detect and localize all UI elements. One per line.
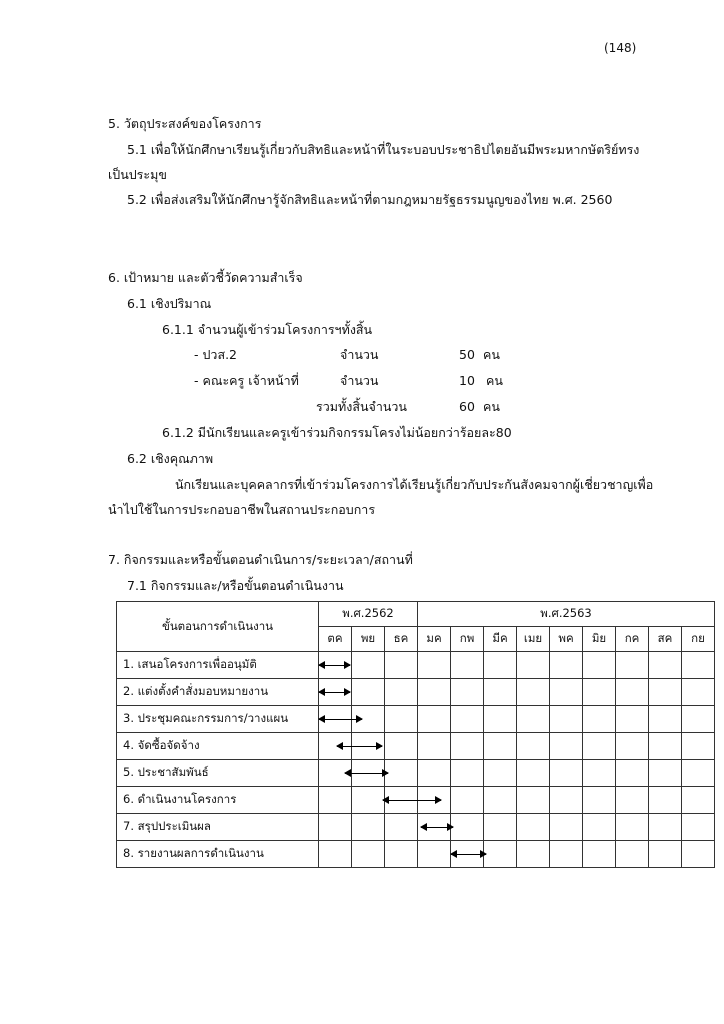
gantt-table [116, 601, 715, 868]
month-cell [550, 706, 583, 733]
timeline-arrow [319, 665, 350, 666]
month-cell [583, 760, 616, 787]
month-header: กค [616, 627, 649, 652]
table-row [117, 787, 715, 814]
task-label: 2. แต่งตั้งคำสั่งมอบหมายงาน [117, 679, 319, 706]
month-header: ตค [319, 627, 352, 652]
month-cell [484, 706, 517, 733]
month-cell [319, 706, 352, 733]
month-cell [616, 706, 649, 733]
month-cell [352, 814, 385, 841]
task-label: 7. สรุปประเมินผล [117, 814, 319, 841]
section7-heading: 7. กิจกรรมและหรือขั้นตอนดำเนินการ/ระยะเวลา/สถานที่ [108, 552, 413, 567]
month-cell [319, 760, 352, 787]
total-count: 60 [459, 399, 475, 414]
month-header: พย [352, 627, 385, 652]
month-cell [517, 760, 550, 787]
month-cell [319, 814, 352, 841]
month-header: พค [550, 627, 583, 652]
month-cell [418, 679, 451, 706]
month-cell [319, 679, 352, 706]
month-header: มิย [583, 627, 616, 652]
month-cell [682, 841, 715, 868]
month-cell [583, 652, 616, 679]
month-cell [583, 787, 616, 814]
month-cell [550, 841, 583, 868]
month-cell [616, 760, 649, 787]
month-cell [385, 814, 418, 841]
quality-heading: 6.2 เชิงคุณภาพ [127, 451, 214, 466]
table-row [117, 814, 715, 841]
month-cell [451, 706, 484, 733]
month-cell [319, 733, 352, 760]
month-cell [550, 787, 583, 814]
month-cell [550, 760, 583, 787]
participant-unit: คน [483, 347, 500, 362]
month-cell [385, 706, 418, 733]
participant-name: - ปวส.2 [194, 347, 237, 362]
quantity-heading: 6.1 เชิงปริมาณ [127, 296, 212, 311]
task-label: 8. รายงานผลการดำเนินงาน [117, 841, 319, 868]
table-row [117, 841, 715, 868]
month-cell [616, 787, 649, 814]
month-cell [484, 733, 517, 760]
month-cell [451, 814, 484, 841]
table-row [117, 760, 715, 787]
month-cell [616, 652, 649, 679]
table-row [117, 652, 715, 679]
month-cell [649, 760, 682, 787]
activity-heading: 7.1 กิจกรรมและ/หรือขั้นตอนดำเนินงาน [127, 578, 344, 593]
month-header: มีค [484, 627, 517, 652]
objective-2: 5.2 เพื่อส่งเสริมให้นักศึกษารู้จักสิทธิและหน้าที่ตามกฎหมายรัฐธรรมนูญของไทย พ.ศ. 2560 [127, 192, 613, 207]
month-cell [517, 706, 550, 733]
month-cell [616, 733, 649, 760]
month-cell [517, 652, 550, 679]
month-cell [583, 679, 616, 706]
month-cell [385, 760, 418, 787]
month-cell [451, 679, 484, 706]
participation-target: 6.1.2 มีนักเรียนและครูเข้าร่วมกิจกรรมโครงไม่น้อยกว่าร้อยละ80 [162, 425, 512, 440]
year-header: พ.ศ.2562 [319, 602, 418, 627]
table-row [117, 733, 715, 760]
total-unit: คน [483, 399, 500, 414]
month-cell [682, 787, 715, 814]
month-cell [451, 652, 484, 679]
objective-1-line2: เป็นประมุข [108, 167, 167, 182]
month-cell [319, 787, 352, 814]
step-header: ขั้นตอนการดำเนินงาน [117, 602, 319, 652]
month-cell [484, 787, 517, 814]
month-cell [385, 652, 418, 679]
task-label: 1. เสนอโครงการเพื่ออนุมัติ [117, 652, 319, 679]
participant-unit: คน [486, 373, 503, 388]
month-cell [517, 679, 550, 706]
month-cell [682, 733, 715, 760]
month-cell [649, 706, 682, 733]
month-cell [583, 841, 616, 868]
month-cell [418, 760, 451, 787]
participant-count: 10 [459, 373, 475, 388]
month-cell [484, 814, 517, 841]
month-cell [451, 787, 484, 814]
task-label: 4. จัดซื้อจัดจ้าง [117, 733, 319, 760]
month-cell [517, 841, 550, 868]
month-cell [682, 652, 715, 679]
month-cell [550, 814, 583, 841]
month-cell [649, 733, 682, 760]
month-cell [550, 679, 583, 706]
month-cell [484, 841, 517, 868]
month-cell [649, 814, 682, 841]
month-header: มค [418, 627, 451, 652]
month-cell [352, 652, 385, 679]
month-cell [682, 814, 715, 841]
month-cell [484, 760, 517, 787]
month-cell [418, 652, 451, 679]
month-cell [517, 733, 550, 760]
month-header: สค [649, 627, 682, 652]
month-cell [649, 652, 682, 679]
table-row [117, 679, 715, 706]
timeline-arrow [345, 773, 388, 774]
participant-label: จำนวน [340, 347, 379, 362]
month-header: กพ [451, 627, 484, 652]
month-cell [319, 841, 352, 868]
participants-heading: 6.1.1 จำนวนผู้เข้าร่วมโครงการฯทั้งสิ้น [162, 322, 373, 337]
month-cell [550, 733, 583, 760]
month-cell [418, 841, 451, 868]
month-cell [583, 706, 616, 733]
month-cell [451, 733, 484, 760]
month-cell [418, 733, 451, 760]
timeline-arrow [319, 692, 350, 693]
participant-count: 50 [459, 347, 475, 362]
task-label: 5. ประชาสัมพันธ์ [117, 760, 319, 787]
total-label: รวมทั้งสิ้นจำนวน [316, 399, 407, 414]
month-cell [616, 841, 649, 868]
quality-line1: นักเรียนและบุคคลากรที่เข้าร่วมโครงการได้เรียนรู้เกี่ยวกับประกันสังคมจากผู้เชี่ยวชาญเพื่อ [175, 477, 654, 492]
task-label: 6. ดำเนินงานโครงการ [117, 787, 319, 814]
month-cell [616, 679, 649, 706]
table-row [117, 706, 715, 733]
month-cell [682, 760, 715, 787]
month-cell [583, 814, 616, 841]
participant-label: จำนวน [340, 373, 379, 388]
participant-name: - คณะครู เจ้าหน้าที่ [194, 373, 299, 388]
month-cell [385, 679, 418, 706]
month-cell [319, 652, 352, 679]
month-cell [451, 760, 484, 787]
month-cell [649, 679, 682, 706]
section6-heading: 6. เป้าหมาย และตัวชี้วัดความสำเร็จ [108, 270, 303, 285]
section5-heading: 5. วัตถุประสงค์ของโครงการ [108, 116, 262, 131]
objective-1-line1: 5.1 เพื่อให้นักศึกษาเรียนรู้เกี่ยวกับสิทธิและหน้าที่ในระบอบประชาธิปไตยอันมีพระมหากษัตริย์ทรง [127, 142, 640, 157]
timeline-arrow [451, 854, 486, 855]
month-cell [385, 841, 418, 868]
month-header: เมย [517, 627, 550, 652]
month-cell [649, 841, 682, 868]
month-cell [418, 706, 451, 733]
month-cell [352, 841, 385, 868]
timeline-arrow [421, 827, 452, 828]
month-cell [385, 733, 418, 760]
timeline-arrow [319, 719, 362, 720]
timeline-arrow [383, 800, 441, 801]
month-cell [517, 787, 550, 814]
month-cell [352, 787, 385, 814]
month-header: ธค [385, 627, 418, 652]
page-number: (148) [604, 41, 637, 55]
month-cell [583, 733, 616, 760]
month-cell [550, 652, 583, 679]
month-cell [616, 814, 649, 841]
month-cell [649, 787, 682, 814]
quality-line2: นำไปใช้ในการประกอบอาชีพในสถานประกอบการ [108, 502, 376, 517]
month-cell [484, 679, 517, 706]
month-cell [484, 652, 517, 679]
timeline-arrow [337, 746, 382, 747]
month-cell [682, 679, 715, 706]
task-label: 3. ประชุมคณะกรรมการ/วางแผน [117, 706, 319, 733]
month-cell [352, 679, 385, 706]
month-cell [517, 814, 550, 841]
year-header: พ.ศ.2563 [418, 602, 715, 627]
month-header: กย [682, 627, 715, 652]
month-cell [682, 706, 715, 733]
